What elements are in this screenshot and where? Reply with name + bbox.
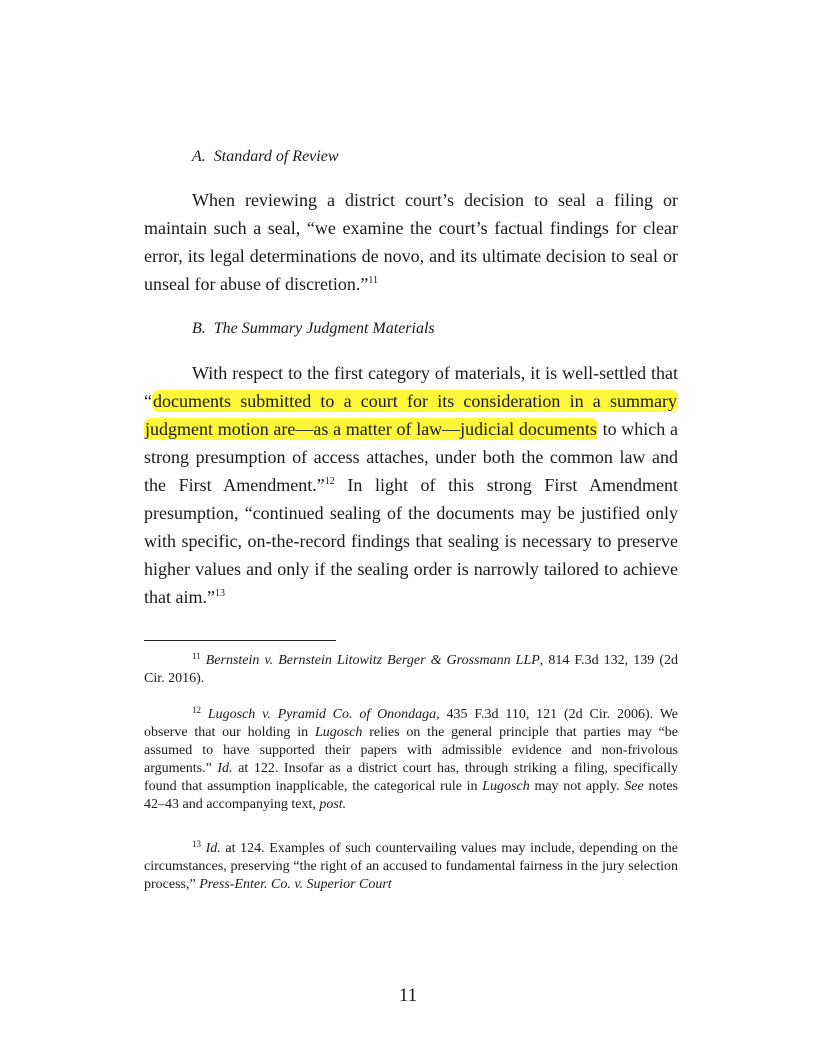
highlighted-quote: documents submitted to a court for its consideration in a summary judgment motion are—as a matter of law—judicial documents xyxy=(145,391,677,439)
footnote-number: 13 xyxy=(192,839,201,849)
footnote-ref-12[interactable]: 12 xyxy=(324,476,335,487)
paragraph-lead: With respect to the first category of materials, it is well-settled that “ xyxy=(144,363,678,411)
footnote-text: relies on the general principle that parties may “be assumed to have supported their papers with admissible evidence and non-frivolous arguments.” xyxy=(144,725,678,776)
case-short-name: Lugosch xyxy=(314,725,363,740)
section-heading-a xyxy=(192,147,339,167)
post-signal: post. xyxy=(319,797,347,812)
footnote-12 xyxy=(144,706,678,814)
footnote-ref-13[interactable]: 13 xyxy=(214,588,225,599)
footnote-ref-11[interactable]: 11 xyxy=(368,275,379,286)
citation-text: , 814 F.3d 132, 139 (2d Cir. 2016). xyxy=(144,653,678,686)
paragraph-text: When reviewing a district court’s decision to seal a filing or maintain such a seal, “we examine the court’s factual findings for clear error, its legal determinations de novo, and its ultimate decision to seal or unseal for abuse of discretion.” xyxy=(144,190,678,294)
footnote-text: at 124. Examples of such countervailing values may include, depending on the circumstances, preserving “the right of an accused to fundamental fairness in the jury selection process,” xyxy=(144,841,679,892)
footnote-number: 12 xyxy=(192,705,201,715)
paragraph-standard-of-review xyxy=(144,186,678,298)
footnote-divider xyxy=(144,640,336,641)
section-letter: A. xyxy=(192,148,206,165)
case-short-name: Lugosch xyxy=(482,779,530,794)
section-title: Standard of Review xyxy=(213,148,339,165)
see-signal: See xyxy=(624,779,644,794)
paragraph-tail: to which a strong presumption of access attaches, under both the common law and the First Amendment.” xyxy=(144,419,678,495)
section-heading-b xyxy=(192,319,435,339)
section-letter: B. xyxy=(192,320,206,337)
footnote-text: may not apply. xyxy=(529,779,625,794)
section-title: The Summary Judgment Materials xyxy=(213,320,435,337)
page-number: 11 xyxy=(398,985,418,1006)
footnote-13 xyxy=(144,840,678,894)
footnote-text: at 122. Insofar as a district court has, through striking a filing, specifically found that assumption inapplicable, the categorical rule in xyxy=(144,761,679,794)
footnote-text: notes 42–43 and accompanying text, xyxy=(144,779,678,812)
footnote-11 xyxy=(144,652,678,688)
case-name: Press-Enter. Co. v. Superior Court xyxy=(199,877,392,892)
paragraph-tail: In light of this strong First Amendment presumption, “continued sealing of the documents may be justified only with specific, on-the-record findings that sealing is necessary to preserve higher values and only if the sealing order is narrowly tailored to achieve that aim.” xyxy=(144,475,679,607)
id-signal: Id. xyxy=(217,761,233,776)
case-name: Lugosch v. Pyramid Co. of Onondaga xyxy=(207,707,437,722)
footnote-number: 11 xyxy=(192,651,201,661)
paragraph-summary-judgment xyxy=(144,359,678,611)
case-name: Bernstein v. Bernstein Litowitz Berger & Grossmann LLP xyxy=(205,653,540,668)
id-signal: Id. xyxy=(205,841,221,856)
footnote-text: , 435 F.3d 110, 121 (2d Cir. 2006). We observe that our holding in xyxy=(144,707,678,740)
